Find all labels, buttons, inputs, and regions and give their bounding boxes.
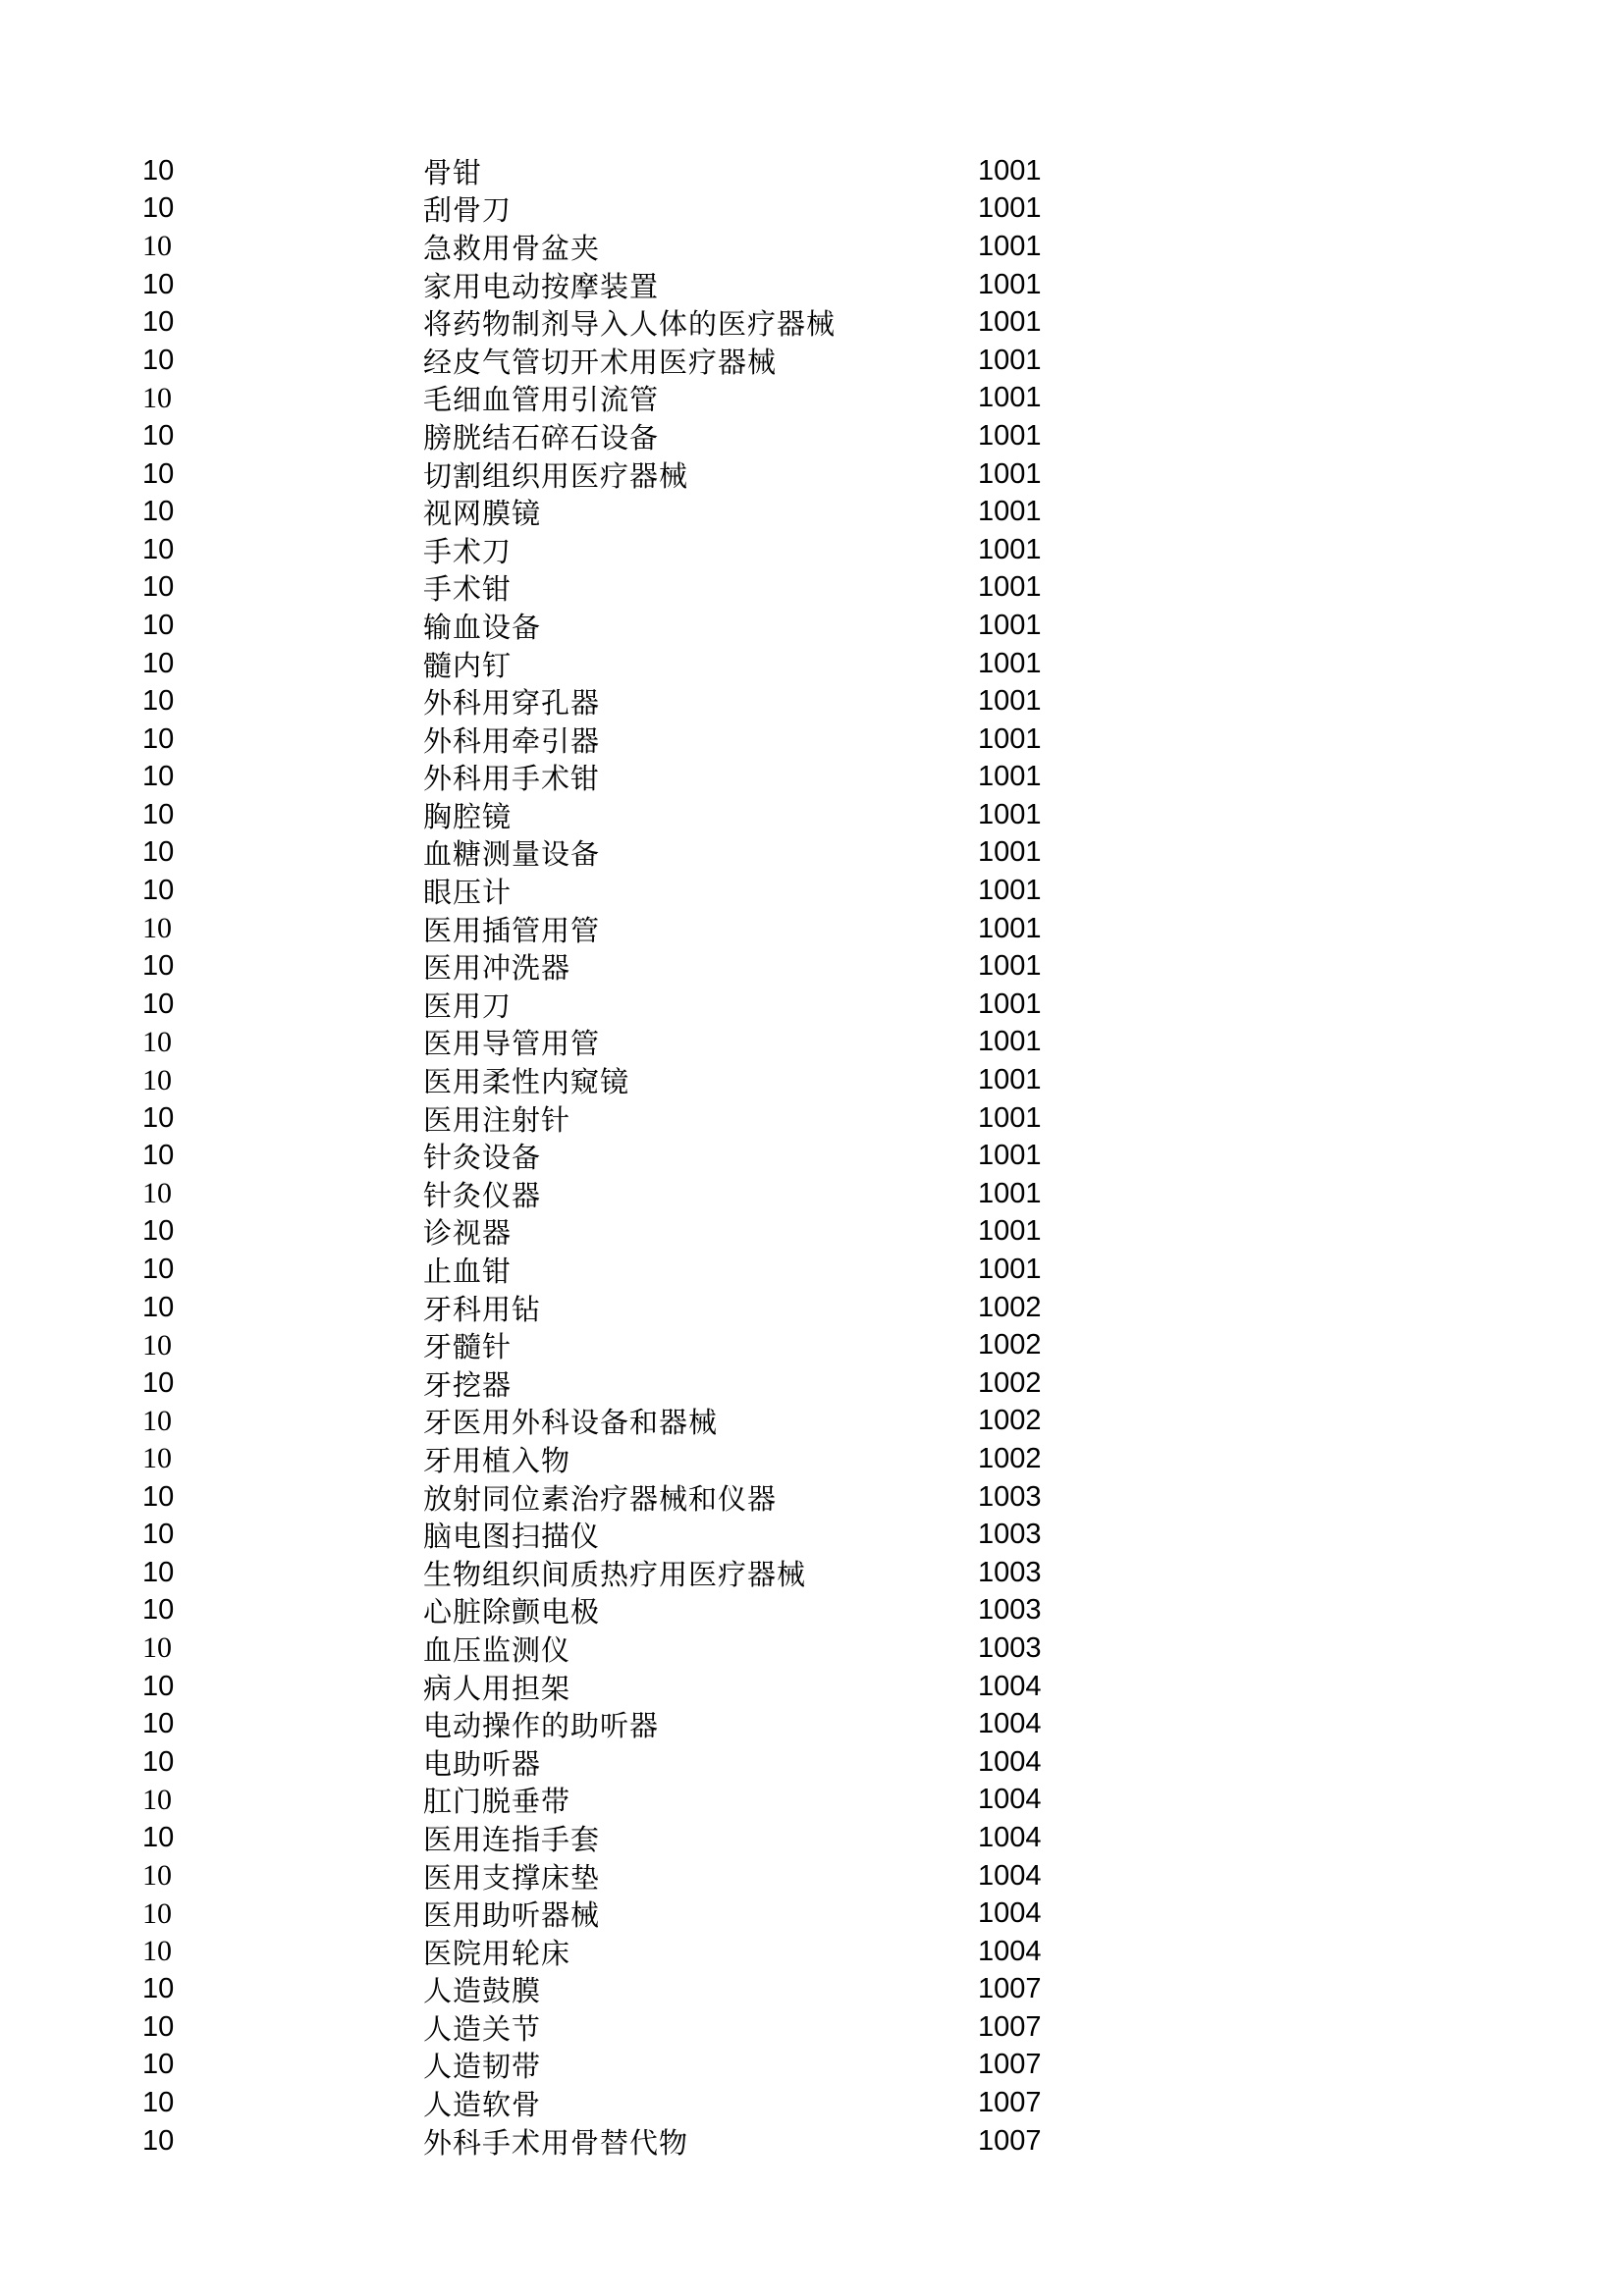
class-code-cell: 10 (142, 1215, 175, 1248)
class-code-cell: 10 (142, 685, 175, 718)
group-code-cell: 1001 (978, 154, 1042, 187)
table-row (142, 1061, 1124, 1099)
group-code-cell: 1001 (978, 1215, 1042, 1248)
group-code-cell: 1003 (978, 1631, 1042, 1664)
group-code-cell: 1001 (978, 457, 1042, 490)
group-code-cell: 1004 (978, 1859, 1042, 1892)
table-row (142, 1213, 1124, 1252)
group-code-cell: 1007 (978, 2049, 1042, 2081)
group-code-cell: 1001 (978, 306, 1042, 339)
goods-name-cell: 外科用牵引器 (423, 723, 601, 758)
goods-name-cell: 针灸仪器 (423, 1178, 542, 1212)
class-code-cell: 10 (142, 798, 175, 830)
table-row (142, 1857, 1124, 1896)
table-row (142, 493, 1124, 531)
table-row (142, 1629, 1124, 1668)
group-code-cell: 1001 (978, 647, 1042, 679)
table-row (142, 417, 1124, 455)
group-code-cell: 1004 (978, 1670, 1042, 1702)
goods-name-cell: 医用注射针 (423, 1102, 571, 1137)
class-code-cell: 10 (142, 988, 175, 1020)
class-code-cell: 10 (142, 1140, 175, 1172)
goods-name-cell: 病人用担架 (423, 1671, 571, 1705)
group-code-cell: 1004 (978, 1897, 1042, 1930)
goods-name-cell: 人造关节 (423, 2011, 542, 2046)
group-code-cell: 1001 (978, 1254, 1042, 1286)
table-row (142, 1743, 1124, 1782)
table-row (142, 1099, 1124, 1138)
class-code-cell: 10 (142, 533, 175, 565)
goods-name-cell: 医用插管用管 (423, 913, 601, 947)
class-code-cell: 10 (142, 1480, 175, 1513)
goods-name-cell: 肛门脱垂带 (423, 1785, 571, 1819)
table-row (142, 228, 1124, 266)
class-code-cell: 10 (142, 1101, 175, 1134)
group-code-cell: 1003 (978, 1480, 1042, 1513)
table-row (142, 152, 1124, 190)
table-row (142, 1024, 1124, 1062)
table-row (142, 796, 1124, 834)
table-row (142, 759, 1124, 797)
goods-name-cell: 血压监测仪 (423, 1632, 571, 1667)
goods-name-cell: 膀胱结石碎石设备 (423, 420, 660, 454)
class-code-cell: 10 (142, 154, 175, 187)
class-code-cell: 10 (142, 1254, 175, 1286)
group-code-cell: 1001 (978, 496, 1042, 528)
class-code-cell: 10 (142, 609, 175, 641)
goods-name-cell: 医用导管用管 (423, 1027, 601, 1061)
table-row (142, 1705, 1124, 1743)
class-code-cell: 10 (142, 647, 175, 679)
goods-name-cell: 骨钳 (423, 155, 483, 189)
table-row (142, 721, 1124, 759)
goods-name-cell: 牙用植入物 (423, 1443, 571, 1477)
goods-name-cell: 医用冲洗器 (423, 951, 571, 986)
group-code-cell: 1004 (978, 1821, 1042, 1853)
goods-name-cell: 医用柔性内窥镜 (423, 1065, 630, 1099)
table-row (142, 910, 1124, 948)
goods-name-cell: 视网膜镜 (423, 497, 542, 531)
goods-name-cell: 外科用穿孔器 (423, 686, 601, 721)
table-row (142, 1819, 1124, 1857)
group-code-cell: 1002 (978, 1329, 1042, 1362)
table-row (142, 1364, 1124, 1403)
class-code-cell: 10 (142, 1973, 175, 2005)
table-row (142, 569, 1124, 608)
group-code-cell: 1001 (978, 1026, 1042, 1058)
group-code-cell: 1001 (978, 722, 1042, 755)
table-row (142, 2122, 1124, 2161)
group-code-cell: 1004 (978, 1708, 1042, 1740)
class-code-cell: 10 (142, 1745, 175, 1778)
goods-name-cell: 外科手术用骨替代物 (423, 2125, 689, 2160)
table-row (142, 380, 1124, 418)
table-row (142, 1668, 1124, 1706)
table-row (142, 1326, 1124, 1364)
goods-name-cell: 牙科用钻 (423, 1292, 542, 1326)
class-code-cell: 10 (142, 950, 175, 983)
group-code-cell: 1001 (978, 230, 1042, 262)
goods-name-cell: 毛细血管用引流管 (423, 383, 660, 417)
group-code-cell: 1001 (978, 419, 1042, 452)
group-code-cell: 1001 (978, 533, 1042, 565)
class-code-cell: 10 (142, 230, 172, 263)
goods-name-cell: 医院用轮床 (423, 1936, 571, 1970)
class-code-cell: 10 (142, 761, 175, 793)
class-code-cell: 10 (142, 1519, 175, 1551)
class-code-cell: 10 (142, 1935, 172, 1968)
table-row (142, 947, 1124, 986)
goods-name-cell: 急救用骨盆夹 (423, 231, 601, 265)
class-code-cell: 10 (142, 1670, 175, 1702)
group-code-cell: 1003 (978, 1519, 1042, 1551)
class-code-cell: 10 (142, 1442, 172, 1475)
goods-name-cell: 切割组织用医疗器械 (423, 458, 689, 493)
group-code-cell: 1001 (978, 1101, 1042, 1134)
group-code-cell: 1001 (978, 798, 1042, 830)
goods-name-cell: 手术钳 (423, 572, 513, 607)
class-code-cell: 10 (142, 1177, 172, 1210)
goods-name-cell: 人造韧带 (423, 2050, 542, 2084)
table-row (142, 342, 1124, 380)
class-code-cell: 10 (142, 912, 172, 945)
table-row (142, 2008, 1124, 2047)
table-row (142, 645, 1124, 683)
class-code-cell: 10 (142, 1594, 175, 1627)
table-row (142, 1478, 1124, 1517)
group-code-cell: 1004 (978, 1745, 1042, 1778)
group-code-cell: 1004 (978, 1935, 1042, 1967)
group-code-cell: 1007 (978, 2124, 1042, 2157)
group-code-cell: 1001 (978, 192, 1042, 225)
class-code-cell: 10 (142, 1859, 172, 1893)
table-row (142, 1782, 1124, 1820)
group-code-cell: 1001 (978, 609, 1042, 641)
goods-name-cell: 眼压计 (423, 876, 513, 910)
group-code-cell: 1001 (978, 344, 1042, 376)
group-code-cell: 1003 (978, 1594, 1042, 1627)
goods-name-cell: 将药物制剂导入人体的医疗器械 (423, 307, 837, 342)
goods-name-cell: 牙医用外科设备和器械 (423, 1406, 719, 1440)
group-code-cell: 1007 (978, 1973, 1042, 2005)
group-code-cell: 1001 (978, 382, 1042, 414)
class-code-cell: 10 (142, 344, 175, 376)
goods-name-cell: 经皮气管切开术用医疗器械 (423, 345, 778, 379)
table-row (142, 872, 1124, 910)
goods-name-cell: 脑电图扫描仪 (423, 1520, 601, 1554)
table-row (142, 1516, 1124, 1554)
group-code-cell: 1002 (978, 1405, 1042, 1437)
table-row (142, 1971, 1124, 2009)
class-code-cell: 10 (142, 875, 175, 907)
table-row (142, 834, 1124, 873)
goods-name-cell: 医用刀 (423, 988, 513, 1023)
group-code-cell: 1001 (978, 685, 1042, 718)
class-code-cell: 10 (142, 1556, 175, 1588)
class-code-cell: 10 (142, 306, 175, 339)
goods-name-cell: 止血钳 (423, 1255, 513, 1289)
class-code-cell: 10 (142, 836, 175, 869)
class-code-cell: 10 (142, 1708, 175, 1740)
class-code-cell: 10 (142, 2049, 175, 2081)
group-code-cell: 1007 (978, 2010, 1042, 2043)
goods-name-cell: 人造鼓膜 (423, 1974, 542, 2008)
table-row (142, 1440, 1124, 1478)
group-code-cell: 1001 (978, 268, 1042, 300)
class-code-cell: 10 (142, 722, 175, 755)
class-code-cell: 10 (142, 1404, 172, 1437)
goods-name-cell: 心脏除颤电极 (423, 1595, 601, 1629)
table-row (142, 266, 1124, 304)
goods-name-cell: 髓内钉 (423, 648, 513, 682)
group-code-cell: 1001 (978, 571, 1042, 604)
class-code-cell: 10 (142, 2124, 175, 2157)
goods-name-cell: 人造软骨 (423, 2088, 542, 2122)
class-code-cell: 10 (142, 2010, 175, 2043)
goods-name-cell: 电动操作的助听器 (423, 1709, 660, 1743)
table-row (142, 303, 1124, 342)
goods-name-cell: 手术刀 (423, 534, 513, 568)
table-row (142, 1554, 1124, 1592)
goods-name-cell: 刮骨刀 (423, 193, 513, 228)
goods-name-cell: 胸腔镜 (423, 799, 513, 833)
class-code-cell: 10 (142, 2087, 175, 2119)
group-code-cell: 1007 (978, 2087, 1042, 2119)
group-code-cell: 1003 (978, 1556, 1042, 1588)
group-code-cell: 1002 (978, 1442, 1042, 1474)
goods-name-cell: 牙挖器 (423, 1367, 513, 1402)
table-row (142, 607, 1124, 645)
group-code-cell: 1001 (978, 836, 1042, 869)
group-code-cell: 1001 (978, 1177, 1042, 1209)
class-code-cell: 10 (142, 1063, 172, 1096)
goods-name-cell: 输血设备 (423, 610, 542, 644)
table-row (142, 1175, 1124, 1213)
table-row (142, 1289, 1124, 1327)
group-code-cell: 1001 (978, 875, 1042, 907)
table-row (142, 531, 1124, 569)
table-row (142, 1933, 1124, 1971)
class-code-cell: 10 (142, 268, 175, 300)
group-code-cell: 1002 (978, 1291, 1042, 1323)
class-code-cell: 10 (142, 1291, 175, 1323)
goods-name-cell: 针灸设备 (423, 1141, 542, 1175)
class-code-cell: 10 (142, 496, 175, 528)
table-row (142, 1895, 1124, 1933)
class-code-cell: 10 (142, 1366, 175, 1399)
class-code-cell: 10 (142, 571, 175, 604)
table-row (142, 986, 1124, 1024)
goods-name-cell: 诊视器 (423, 1216, 513, 1251)
class-code-cell: 10 (142, 1631, 172, 1665)
table-row (142, 1592, 1124, 1630)
goods-name-cell: 医用助听器械 (423, 1898, 601, 1933)
group-code-cell: 1001 (978, 950, 1042, 983)
goods-name-cell: 医用支撑床垫 (423, 1860, 601, 1895)
class-code-cell: 10 (142, 1896, 172, 1930)
goods-table (142, 152, 1124, 2160)
group-code-cell: 1001 (978, 912, 1042, 944)
table-row (142, 682, 1124, 721)
class-code-cell: 10 (142, 457, 175, 490)
table-row (142, 1403, 1124, 1441)
table-row (142, 455, 1124, 494)
goods-name-cell: 外科用手术钳 (423, 762, 601, 796)
goods-name-cell: 医用连指手套 (423, 1822, 601, 1856)
class-code-cell: 10 (142, 1025, 172, 1058)
goods-name-cell: 生物组织间质热疗用医疗器械 (423, 1557, 807, 1591)
class-code-cell: 10 (142, 1328, 172, 1362)
class-code-cell: 10 (142, 1821, 175, 1853)
goods-name-cell: 电助听器 (423, 1746, 542, 1781)
group-code-cell: 1001 (978, 988, 1042, 1020)
goods-name-cell: 牙髓针 (423, 1330, 513, 1364)
class-code-cell: 10 (142, 381, 172, 414)
class-code-cell: 10 (142, 192, 175, 225)
class-code-cell: 10 (142, 419, 175, 452)
table-row (142, 2084, 1124, 2122)
table-row (142, 1251, 1124, 1289)
goods-name-cell: 放射同位素治疗器械和仪器 (423, 1481, 778, 1516)
group-code-cell: 1004 (978, 1784, 1042, 1816)
table-row (142, 190, 1124, 229)
group-code-cell: 1001 (978, 1140, 1042, 1172)
table-row (142, 1137, 1124, 1175)
group-code-cell: 1001 (978, 1064, 1042, 1096)
group-code-cell: 1001 (978, 761, 1042, 793)
group-code-cell: 1002 (978, 1366, 1042, 1399)
goods-name-cell: 血糖测量设备 (423, 837, 601, 872)
table-row (142, 2047, 1124, 2085)
goods-name-cell: 家用电动按摩装置 (423, 269, 660, 303)
class-code-cell: 10 (142, 1783, 172, 1816)
